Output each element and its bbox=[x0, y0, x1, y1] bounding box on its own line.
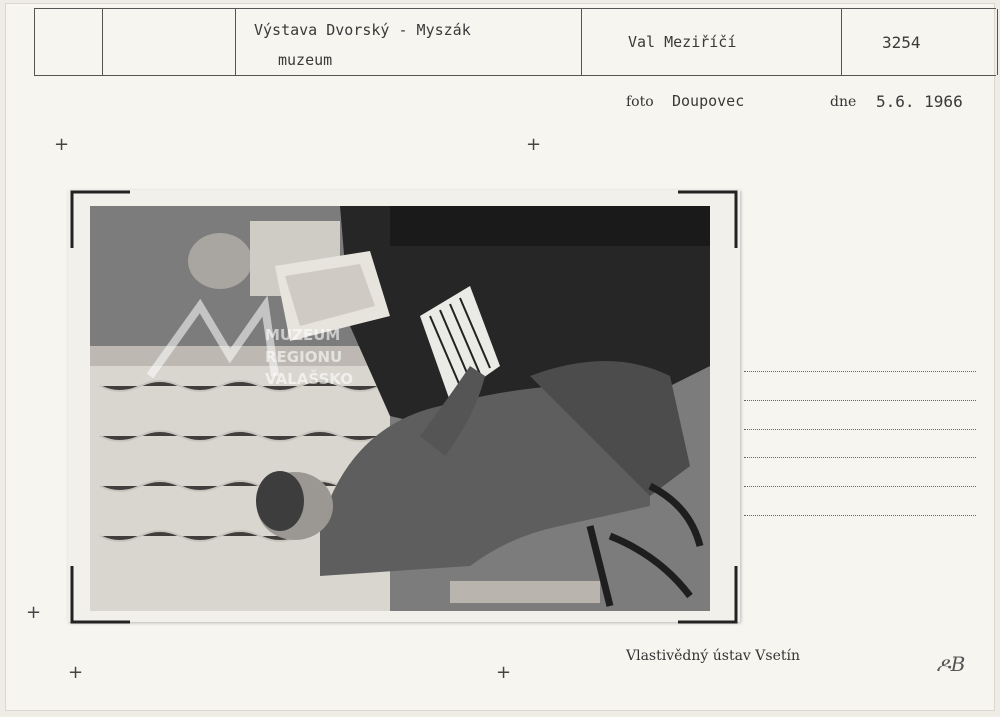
header-cell-1 bbox=[34, 9, 103, 75]
watermark-text: MUZEUM REGIONU VALAŠSKO bbox=[265, 326, 354, 388]
photo-corners bbox=[70, 190, 740, 624]
place-name: Val Meziříčí bbox=[628, 33, 737, 51]
header-cell-title bbox=[235, 9, 582, 75]
exhibition-title: Výstava Dvorský - Myszák bbox=[254, 21, 471, 39]
dotted-rule bbox=[744, 429, 976, 430]
crosshair-mark: + bbox=[26, 602, 42, 623]
header-cell-number bbox=[841, 9, 998, 75]
handwritten-signature: ዶB bbox=[936, 652, 966, 676]
crosshair-mark: + bbox=[54, 134, 70, 155]
dotted-rule bbox=[744, 400, 976, 401]
date-label: dne bbox=[830, 94, 857, 110]
header-table bbox=[34, 8, 996, 76]
header-cell-2 bbox=[102, 9, 236, 75]
crosshair-mark: + bbox=[68, 662, 84, 683]
dotted-rule bbox=[744, 486, 976, 487]
dotted-rule bbox=[744, 371, 976, 372]
crosshair-mark: + bbox=[496, 662, 512, 683]
dotted-rule bbox=[744, 457, 976, 458]
foto-label: foto bbox=[626, 94, 654, 110]
inventory-number: 3254 bbox=[882, 33, 921, 52]
institution-name: Vlastivědný ústav Vsetín bbox=[626, 648, 800, 664]
photographer-name: Doupovec bbox=[672, 92, 745, 110]
photo-date: 5.6. 1966 bbox=[876, 92, 963, 111]
header-cell-place bbox=[581, 9, 842, 75]
dotted-rule bbox=[744, 515, 976, 516]
exhibition-subtitle: muzeum bbox=[278, 51, 333, 69]
crosshair-mark: + bbox=[526, 134, 542, 155]
